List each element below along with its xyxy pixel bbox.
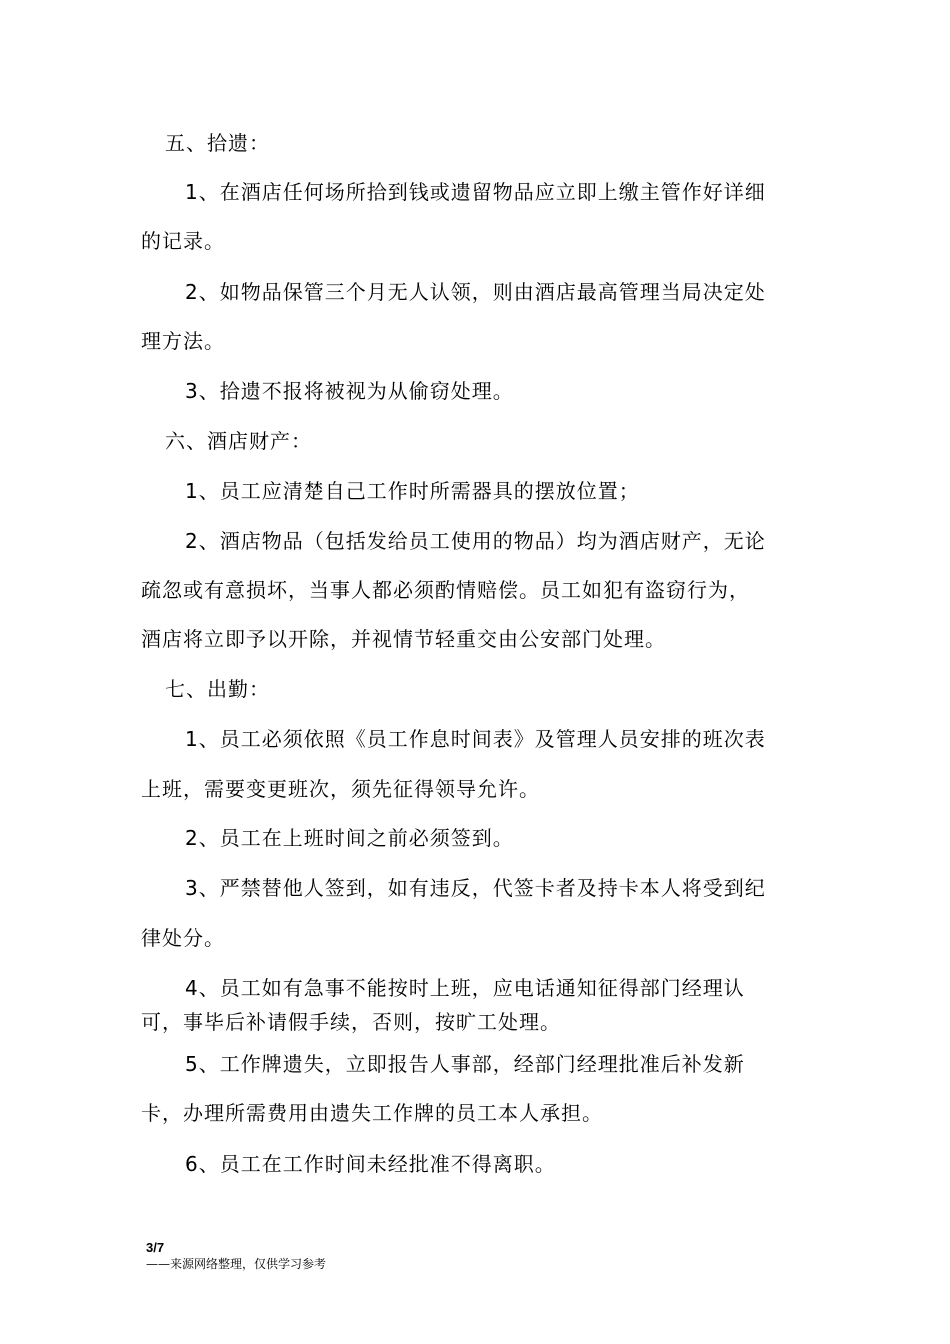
paragraph-line: 2、酒店物品（包括发给员工使用的物品）均为酒店财产，无论: [185, 529, 766, 553]
paragraph-line: 的记录。: [141, 229, 225, 253]
section-heading: 六、酒店财产：: [165, 429, 312, 453]
paragraph-line: 4、员工如有急事不能按时上班，应电话通知征得部门经理认: [185, 976, 745, 1000]
paragraph-line: 5、工作牌遗失，立即报告人事部，经部门经理批准后补发新: [185, 1052, 745, 1076]
paragraph-line: 卡，办理所需费用由遗失工作牌的员工本人承担。: [141, 1101, 603, 1125]
paragraph-line: 1、员工应清楚自己工作时所需器具的摆放位置；: [185, 479, 640, 503]
paragraph-line: 2、员工在上班时间之前必须签到。: [185, 826, 514, 850]
paragraph-line: 6、员工在工作时间未经批准不得离职。: [185, 1152, 556, 1176]
paragraph-line: 3、严禁替他人签到，如有违反，代签卡者及持卡本人将受到纪: [185, 876, 766, 900]
section-heading: 七、出勤：: [165, 677, 270, 701]
paragraph-line: 3、拾遗不报将被视为从偷窃处理。: [185, 379, 514, 403]
paragraph-line: 1、员工必须依照《员工作息时间表》及管理人员安排的班次表: [185, 727, 766, 751]
paragraph-line: 疏忽或有意损坏，当事人都必须酌情赔偿。员工如犯有盗窃行为，: [141, 578, 750, 602]
paragraph-line: 上班，需要变更班次，须先征得领导允许。: [141, 777, 540, 801]
paragraph-line: 酒店将立即予以开除，并视情节轻重交由公安部门处理。: [141, 627, 666, 651]
paragraph-line: 2、如物品保管三个月无人认领，则由酒店最高管理当局决定处: [185, 280, 766, 304]
paragraph-line: 可，事毕后补请假手续，否则，按旷工处理。: [141, 1010, 561, 1034]
source-note: ——来源网络整理，仅供学习参考: [146, 1257, 327, 1271]
page-number: 3/7: [146, 1240, 165, 1255]
paragraph-line: 律处分。: [141, 926, 225, 950]
paragraph-line: 理方法。: [141, 329, 225, 353]
paragraph-line: 1、在酒店任何场所拾到钱或遗留物品应立即上缴主管作好详细: [185, 180, 766, 204]
section-heading: 五、拾遗：: [165, 131, 270, 155]
